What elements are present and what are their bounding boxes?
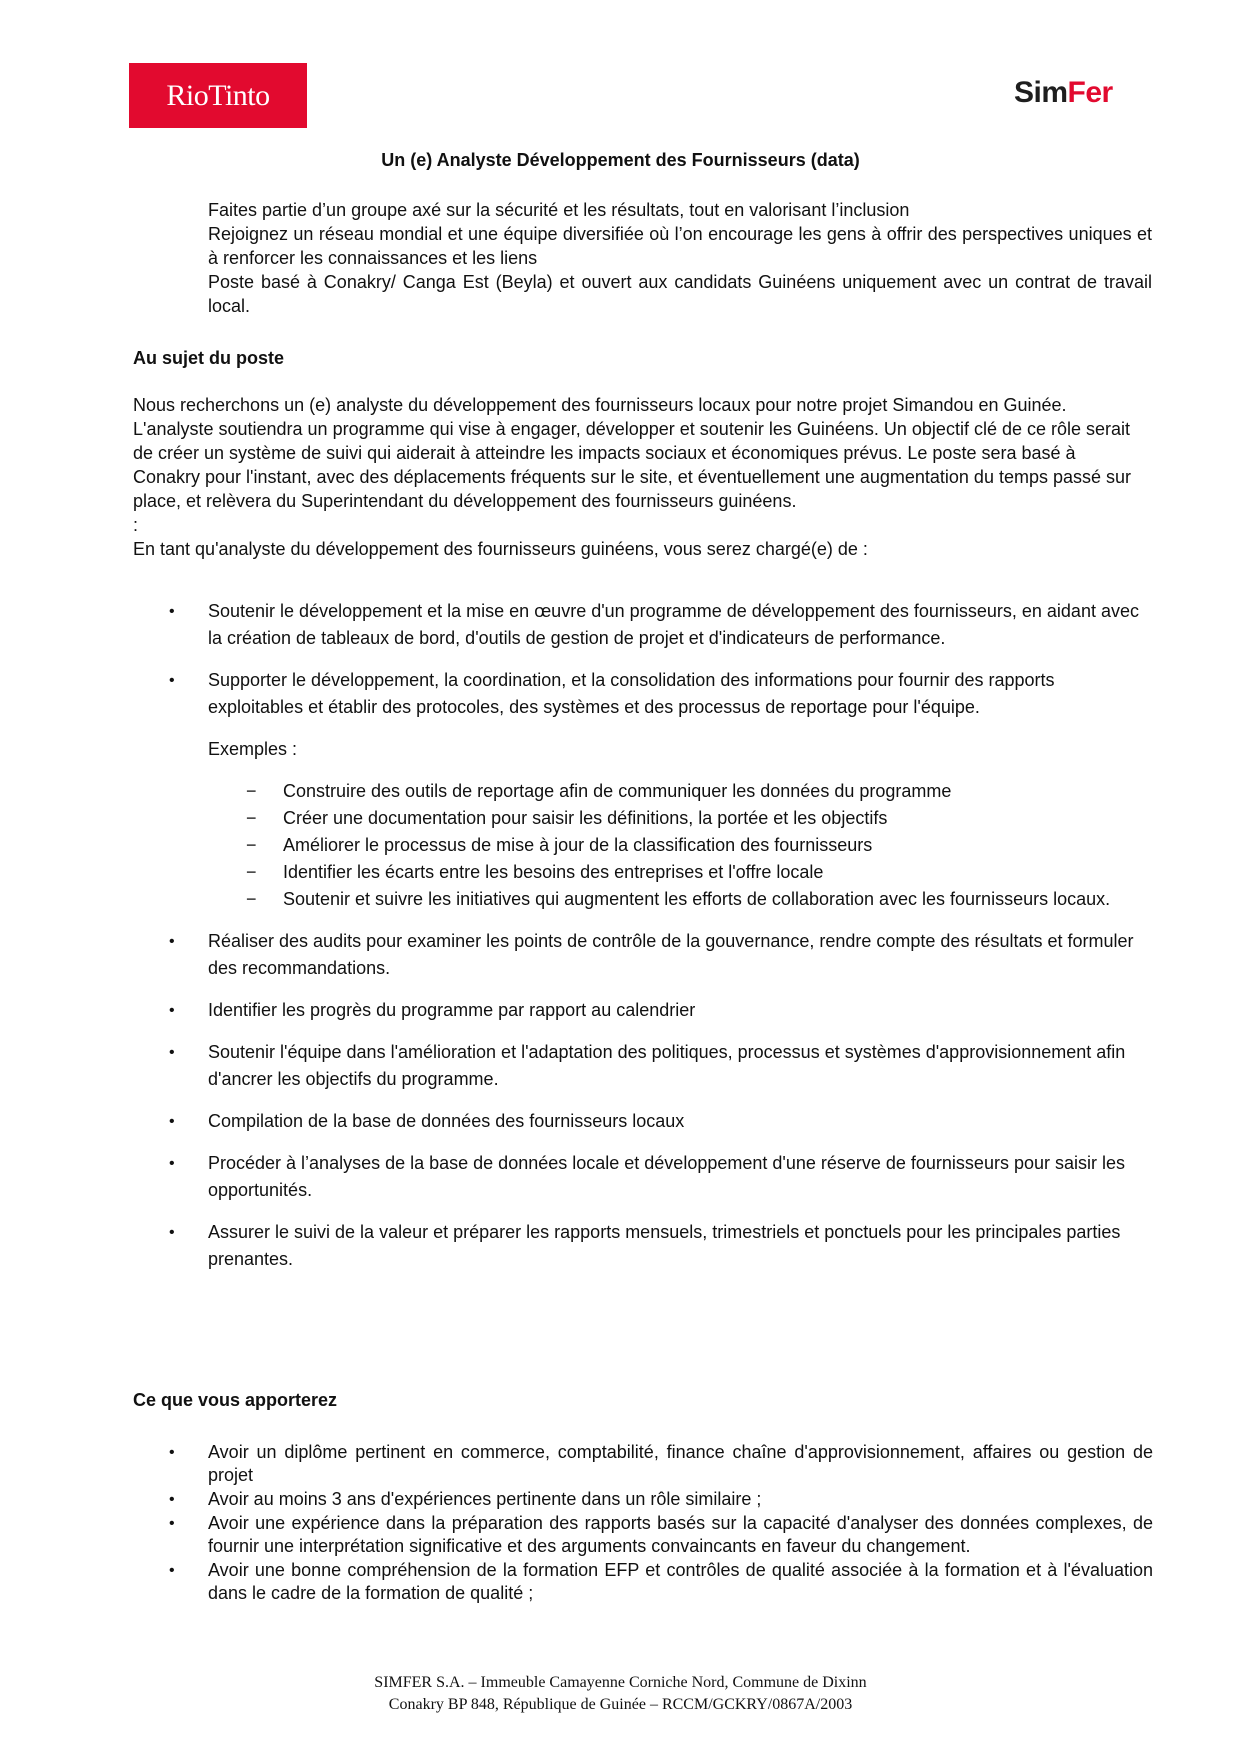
- simfer-logo: [1014, 76, 1113, 110]
- dash-icon: −: [246, 862, 257, 882]
- examples-label: Exemples :: [208, 739, 298, 759]
- list-item-text: Réaliser des audits pour examiner les points de contrôle de la gouvernance, rendre compte des résultats et formuler des recommandations.: [208, 931, 1134, 978]
- example-item-text: Identifier les écarts entre les besoins des entreprises et l'offre locale: [283, 862, 824, 882]
- bullet-icon: •: [169, 1491, 175, 1508]
- example-item-text: Soutenir et suivre les initiatives qui augmentent les efforts de collaboration avec les fournisseurs locaux.: [283, 889, 1111, 909]
- bullet-icon: •: [169, 603, 175, 620]
- footer-line-1: SIMFER S.A. – Immeuble Camayenne Corniche Nord, Commune de Dixinn: [374, 1674, 867, 1691]
- intro-line: Poste basé à Conakry/ Canga Est (Beyla) et ouvert aux candidats Guinéens uniquement avec un contrat de travail local.: [208, 272, 1152, 316]
- dash-icon: −: [246, 808, 257, 828]
- list-item: [133, 1488, 1153, 1511]
- bullet-icon: •: [169, 1002, 175, 1019]
- list-item-text: Avoir un diplôme pertinent en commerce, comptabilité, finance chaîne d'approvisionnement, affaires ou gestion de projet: [208, 1442, 1153, 1485]
- example-item: [133, 859, 1153, 886]
- list-item-text: Avoir au moins 3 ans d'expériences pertinente dans un rôle similaire ;: [208, 1489, 762, 1509]
- requirements-list: [133, 1441, 1153, 1606]
- list-item-text: Soutenir l'équipe dans l'amélioration et l'adaptation des politiques, processus et systèmes d'approvisionnement afin d'ancrer les objectifs du programme.: [208, 1042, 1126, 1089]
- about-paragraph-block: [133, 393, 1143, 561]
- example-item-text: Créer une documentation pour saisir les définitions, la portée et les objectifs: [283, 808, 888, 828]
- bullet-icon: •: [169, 1562, 175, 1579]
- about-paragraph: Nous recherchons un (e) analyste du développement des fournisseurs locaux pour notre projet Simandou en Guinée. L'analyste soutiendra un programme qui vise à engager, développer et soutenir les Guinéens. Un objectif clé de ce rôle serait de créer un système de suivi qui aiderait à atteindre les impacts sociaux et économiques prévus. Le poste sera basé à Conakry pour l'instant, avec des déplacements fréquents sur le site, et éventuellement une augmentation du temps passé sur place, et relèvera du Superintendant du développement des fournisseurs guinéens.: [133, 395, 1132, 511]
- duties-list: [133, 598, 1153, 1288]
- list-item: [133, 1559, 1153, 1605]
- list-item: [133, 1039, 1153, 1093]
- footer-line-2: Conakry BP 848, République de Guinée – RCCM/GCKRY/0867A/2003: [388, 1696, 853, 1713]
- list-item: [133, 1150, 1153, 1204]
- bullet-icon: •: [169, 933, 175, 950]
- examples-list: [133, 778, 1153, 913]
- intro-line: Faites partie d’un groupe axé sur la sécurité et les résultats, tout en valorisant l’inclusion: [208, 200, 910, 220]
- bullet-icon: •: [169, 1113, 175, 1130]
- list-item-text: Identifier les progrès du programme par rapport au calendrier: [208, 1000, 696, 1020]
- example-item: [133, 778, 1153, 805]
- list-item-text: Avoir une expérience dans la préparation des rapports basés sur la capacité d'analyser des données complexes, de fournir une interprétation significative et des arguments convaincants en faveur du changement.: [208, 1513, 1153, 1556]
- example-item-text: Construire des outils de reportage afin de communiquer les données du programme: [283, 781, 952, 801]
- list-item: [133, 1108, 1153, 1135]
- bullet-icon: •: [169, 1515, 175, 1532]
- list-item: [133, 997, 1153, 1024]
- intro-block: [208, 198, 1152, 318]
- simfer-logo-part2: Fer: [1067, 76, 1113, 109]
- example-item: [133, 805, 1153, 832]
- example-item-text: Améliorer le processus de mise à jour de la classification des fournisseurs: [283, 835, 873, 855]
- list-item-text: Soutenir le développement et la mise en œuvre d'un programme de développement des fournisseurs, en aidant avec la création de tableaux de bord, d'outils de gestion de projet et d'indicateurs de performance.: [208, 601, 1139, 648]
- section-heading-requirements: Ce que vous apporterez: [133, 1390, 338, 1410]
- list-item-text: Avoir une bonne compréhension de la formation EFP et contrôles de qualité associée à la formation et à l'évaluation dans le cadre de la formation de qualité ;: [208, 1560, 1153, 1603]
- simfer-logo-part1: Sim: [1014, 76, 1068, 109]
- bullet-icon: •: [169, 1224, 175, 1241]
- list-item: [133, 1441, 1153, 1487]
- intro-line: Rejoignez un réseau mondial et une équipe diversifiée où l’on encourage les gens à offrir des perspectives uniques et à renforcer les connaissances et les liens: [208, 224, 1152, 268]
- example-item: [133, 886, 1153, 913]
- list-item: [133, 1219, 1153, 1273]
- dash-icon: −: [246, 889, 257, 909]
- list-item-text: Procéder à l’analyses de la base de données locale et développement d'une réserve de fournisseurs pour saisir les opportunités.: [208, 1153, 1125, 1200]
- example-item: [133, 832, 1153, 859]
- about-lead: En tant qu'analyste du développement des fournisseurs guinéens, vous serez chargé(e) de :: [133, 539, 868, 559]
- dash-icon: −: [246, 781, 257, 801]
- bullet-icon: •: [169, 672, 175, 689]
- page-title: Un (e) Analyste Développement des Fournisseurs (data): [381, 150, 860, 170]
- bullet-icon: •: [169, 1044, 175, 1061]
- rio-tinto-logo: [129, 63, 307, 128]
- list-item-text: Assurer le suivi de la valeur et préparer les rapports mensuels, trimestriels et ponctuels pour les principales parties prenantes.: [208, 1222, 1121, 1269]
- list-item: [133, 1512, 1153, 1558]
- bullet-icon: •: [169, 1444, 175, 1461]
- dash-icon: −: [246, 835, 257, 855]
- section-heading-about: Au sujet du poste: [133, 348, 285, 368]
- list-item: [133, 598, 1153, 652]
- rio-tinto-logo-text: RioTinto: [166, 78, 270, 112]
- bullet-icon: •: [169, 1155, 175, 1172]
- list-item: [133, 928, 1153, 982]
- page-footer: [0, 1672, 1241, 1716]
- about-colon: :: [133, 515, 139, 535]
- list-item-text: Compilation de la base de données des fournisseurs locaux: [208, 1111, 685, 1131]
- list-item: [133, 667, 1153, 721]
- list-item-text: Supporter le développement, la coordination, et la consolidation des informations pour fournir des rapports exploitables et établir des protocoles, des systèmes et des processus de reportage pour l'équipe.: [208, 670, 1055, 717]
